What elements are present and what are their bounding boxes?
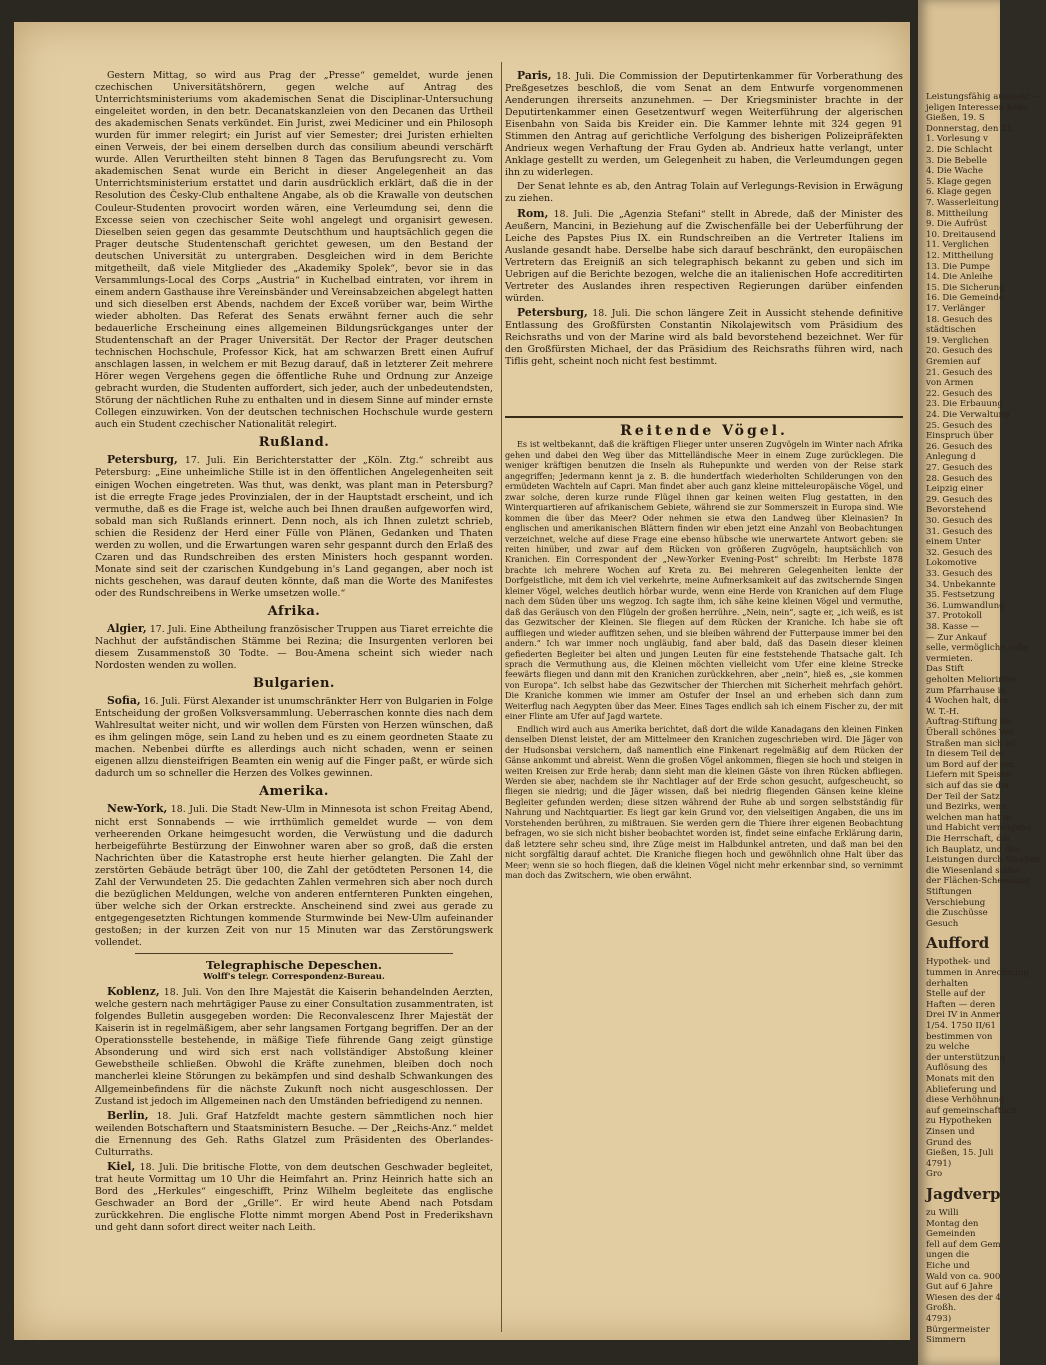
news-item <box>95 695 493 780</box>
strip-fragment: Leipzig einer <box>926 484 984 495</box>
news-item <box>95 803 493 949</box>
dateline: Sofia, <box>107 694 141 708</box>
strip-fragment: Drei IV in Anmer <box>926 1010 1000 1021</box>
strip-fragment: Hypothek- und <box>926 957 991 968</box>
strip-fragment: Gemeinden <box>926 1229 976 1240</box>
strip-fragment: Simmern <box>926 1335 966 1346</box>
strip-fragment: 17. Verlänger <box>926 304 986 314</box>
news-text: 18. Juli. Die Stadt New-Ulm in Minnesota ist schon Freitag Abend, nicht erst Sonnabends — wie irrthümlich gemeldet wurde — von dem verheerenden Orkane heimgesucht worden, die Verwüstung und die dadurch herbeigeführte Bestürzung der Einwohner waren aber so groß, daß die ersten Nachrichten über die Katastrophe erst heute hierher gelangten. Die Zahl der zerstörten Gebäude beträgt über 100, die Zahl der getödteten Personen 14, die Zahl der Verwundeten 25. Die gedachten Zahlen vermehren sich aber noch durch die bezüglichen Meldungen, welche von anderen entfernteren Punkten eingehen, über welche sich der Orkan erstreckte. Anscheinend sind zwei aus gerade zu entgegengesetzten Richtungen kommende Sturmwinde bei New-Ulm aufeinander gestoßen; in der kurzen Zeit von nur 15 Minuten war das Zerstörungswerk vollendet. <box>95 804 494 948</box>
strip-fragment: geholten Meliorirten <box>926 675 1017 685</box>
strip-fragment: jeligen Interessen habe <box>926 102 1029 113</box>
strip-fragment: und Bezirks, wenn <box>926 802 1007 813</box>
strip-fragment: 36. Lumwandlung <box>926 600 1005 611</box>
strip-fragment: sich auf das sie die <box>926 781 1009 791</box>
strip-fragment: und Habicht vermögend <box>926 823 1032 834</box>
strip-fragment: 37. Protokoll <box>926 611 982 622</box>
strip-fragment: Gut auf 6 Jahre <box>926 1282 993 1293</box>
strip-fragment: die Zuschüsse <box>926 908 988 919</box>
news-text: 18. Juli. Die schon längere Zeit in Aussicht stehende definitive Entlassung des Großfürsten Constantin Nikolajewitsch vom Präsidium des Reichsraths und von der Marine wird als bald bevorstehend bezeichnet. Wer für den Großfürsten Michael, der das Präsidium des Reichsraths führen wird, nach Tiflis geht, scheint noch nicht fest bestimmt. <box>505 307 903 368</box>
strip-fragment: derhalten <box>926 978 969 989</box>
strip-fragment: 16. Die Gemeinde <box>926 293 1004 304</box>
strip-fragment: 38. Kasse — <box>926 622 980 632</box>
news-text: 17. Juli. Eine Abtheilung französischer Truppen aus Tiaret erreichte die Nachhut der aufständischen Stämme bei Rezina; die Insurgenten verloren bei diesem Zusammenstoß 30 Todte. — Bou-Amena scheint sich wieder nach Nordosten wenden zu wollen. <box>95 623 493 672</box>
strip-fragment: 28. Gesuch des <box>926 473 993 484</box>
section-rule <box>135 953 453 954</box>
strip-fragment: 30. Gesuch des <box>926 516 993 526</box>
strip-fragment: Verschiebung <box>926 897 986 908</box>
strip-fragment: Straßen man sich ist <box>926 738 1017 749</box>
strip-fragment: die Wiesenland sollte <box>926 865 1019 876</box>
strip-fragment: 32. Gesuch des <box>926 547 993 558</box>
news-text: 16. Juli. Fürst Alexander ist unumschränkter Herr von Bulgarien in Folge Entscheidung der großen Volksversammlung. Ueberraschen konnte dies nach dem Wahlresultat weiter nicht, und wir wollen dem Fürsten von Herzen wünschen, daß es ihm gelingen möge, sein Land zu heben und es zu einem geordneten Staate zu machen. Nebenbei dürfte es allerdings auch nicht schaden, wenn er seinen eigenen allzu diensteifrigen Beamten ein wenig auf die Finger paßt, er würde sich dadurch um so schneller die Herzen des Volkes gewinnen. <box>95 696 493 780</box>
strip-fragment: Monats mit den <box>926 1074 995 1084</box>
feuilleton <box>505 421 903 882</box>
feuilleton-paragraph: Endlich wird auch aus Amerika berichtet, daß dort die wilde Kanadagans den kleinen Finken denselben Dienst leistet, der am Mittelmeer den Kranichen zugeschrieben wird. Die Jäger von der Hudsonsbai versichern, daß namentlich eine Finkenart regelmäßig auf dem Rücken der Gänse ankommt und abreist. Wenn die großen Vögel ankommen, fliegen sie hoch und steigen in weiten Kreisen zur Erde herab; dann sieht man die kleinen Gäste von ihren Rücken abfliegen. Werden sie aber, nachdem sie ihr Nachtlager auf der Erde schon gesucht, aufgescheucht, so fliegen sie niedrig; und die Jäger wissen, daß bei niedrig fliegenden Gänsen keine kleine Begleiter gefunden werden; diese sitzen während der Ruhe ab und sorgen selbstständig für Nahrung und Nachtquartier. Es liegt gar kein Grund vor, den vielseitigen Angaben, die uns im Vorstehenden berühren, zu mißtrauen. Sie werden gern die Thiere ihrer eigenen Beobachtung befragen, wo sie sich nicht bisher beobachtet worden ist, findet seine einfache Erklärung darin, daß letztere sehr scheu sind, ihre Züge meist im Halbdunkel antreten, und daß man bei den nicht sorgfältig darauf achtet. Die Kraniche fliegen hoch und gewöhnlich ohne Halt über das Meer; wenn sie so hoch fliegen, daß die kleinen Vögel nicht mehr erkennbar sind, so vernimmt man doch das Zwitschern, wie oben erwähnt. <box>505 723 903 881</box>
strip-fragment: 25. Gesuch des <box>926 420 993 431</box>
strip-fragment: 5. Klage gegen <box>926 176 992 187</box>
strip-fragment: Gießen, 19. S <box>926 113 985 124</box>
news-item <box>95 986 493 1107</box>
dateline: Algier, <box>107 621 147 635</box>
strip-fragment: Liefern mit Speisen <box>926 770 1012 781</box>
strip-fragment: 26. Gesuch des <box>926 441 993 452</box>
strip-fragment: Aufford <box>926 934 990 953</box>
strip-fragment: 29. Gesuch des <box>926 494 993 505</box>
strip-fragment: Stiftungen <box>926 887 972 897</box>
strip-fragment: Einspruch über <box>926 431 994 442</box>
strip-fragment: 19. Verglichen <box>926 335 989 346</box>
dateline: Koblenz, <box>107 985 160 999</box>
strip-fragment: 1. Vorlesung v <box>926 134 989 145</box>
strip-fragment: der unterstützung <box>926 1052 1006 1063</box>
strip-fragment: Jagdverp <box>926 1185 1001 1203</box>
right-column-news <box>505 70 903 370</box>
strip-fragment: Bevorstehend <box>926 505 987 516</box>
section-russland <box>95 435 493 600</box>
adjacent-page-strip <box>918 0 1042 1365</box>
strip-fragment: Lokomotive <box>926 558 977 569</box>
section-amerika <box>95 784 493 949</box>
strip-fragment: Leistungsfähig aussteht — <box>926 92 1042 102</box>
strip-fragment: Stelle auf der <box>926 989 986 1000</box>
strip-fragment: Bürgermeister <box>926 1324 990 1335</box>
strip-fragment: 11. Verglichen <box>926 240 989 251</box>
left-column <box>95 70 493 1236</box>
strip-fragment: um Bord auf der ein <box>926 759 1014 770</box>
strip-fragment: 12. Mittheilung <box>926 251 994 261</box>
strip-fragment: Leistungen durch Straßen <box>926 855 1041 866</box>
feuilleton-title: Reitende Vögel. <box>620 423 788 439</box>
strip-fragment: Überall schönes Ver <box>926 728 1014 738</box>
section-afrika <box>95 604 493 672</box>
news-text: 18. Juli. Von den Ihre Majestät die Kaiserin behandelnden Aerzten, welche gestern nach mehrtägiger Pause zu einer Consultation zusammentraten, ist folgendes Bulletin ausgegeben worden: Die Reconvalescenz Ihrer Majestät der Kaiserin ist in regelmäßigem, aber sehr langsamen Fortgang begriffen. Der an der Operationsstelle bestehende, in mäßige Tiefe führende Gang zeigt günstige Absonderung und wird sich erst nach vollständiger Abstoßung kleiner Gewebstheile schließen. Obwohl die Kräfte zunehmen, bleiben doch noch mancherlei kleine Störungen zu bekämpfen und sind deshalb Schwankungen des Allgemeinbefindens für die nächste Zukunft noch nicht ausgeschlossen. Der Zustand ist jedoch im Allgemeinen nach den Umständen befriedigend zu nennen. <box>95 987 493 1107</box>
strip-fragment: 4793) <box>926 1314 952 1324</box>
strip-fragment: Zinsen und <box>926 1127 975 1137</box>
strip-fragment: 35. Festsetzung <box>926 590 995 601</box>
news-item <box>505 307 903 368</box>
strip-fragment: 4791) <box>926 1158 952 1169</box>
strip-fragment: Grund des <box>926 1137 972 1148</box>
strip-fragment: 23. Die Erbauung <box>926 399 1003 410</box>
news-item <box>95 1161 493 1234</box>
strip-fragment: vermieten. <box>926 653 973 664</box>
dateline: Paris, <box>517 69 552 82</box>
strip-fragment: diese Verhöhnung <box>926 1095 1005 1106</box>
strip-fragment: Montag den <box>926 1218 979 1229</box>
strip-fragment: 21. Gesuch des <box>926 367 993 378</box>
news-item <box>95 623 493 672</box>
strip-fragment: welchen man hat in <box>926 812 1012 823</box>
news-text: 18. Juli. Die Commission der Deputirtenkammer für Vorberathung des Preßgesetzes beschloß, die vom Senat an dem Entwurfe vorgenommenen Aenderungen ihrerseits anzunehmen. — Der Kriegsminister brachte in der Deputirtenkammer einen Gesetzentwurf wegen Weiterführung der algerischen Eisenbahn von Saida bis Kreider ein. Die Kammer lehnte mit 324 gegen 91 Stimmen den Antrag auf gerichtliche Verfolgung des bisherigen Polizeipräfekten Andrieux wegen Verhaftung der Frau Gyden ab. Andrieux hatte verlangt, unter Anklage gestellt zu werden, um Gelegenheit zu haben, die Verleumdungen gegen ihn zu widerlegen. <box>505 71 903 179</box>
news-item <box>505 208 903 305</box>
strip-fragment: — Zur Ankauf <box>926 632 987 643</box>
strip-fragment: Haften — deren <box>926 999 996 1010</box>
strip-fragment: 31. Gesuch des <box>926 526 993 537</box>
telegrams-section <box>95 959 493 1234</box>
strip-fragment: 27. Gesuch des <box>926 463 993 473</box>
feuilleton-paragraph: Es ist weltbekannt, daß die kräftigen Flieger unter unseren Zugvögeln im Winter nach Afrika gehen und dabei den Weg über das Mittelländische Meer in einem Zuge zurücklegen. Die weniger kräftigen benutzen die Inseln als Ruhepunkte und werden von der Reise stark angegriffen; Jedermann kennt ja z. B. die hundertfach wiederholten Schilderungen von den ermüdeten Wachteln auf Capri. Man findet aber auch ganz kleine mitteleuropäische Vögel, und zwar solche, deren kurze runde Flügel ihnen gar keinen weiten Flug gestatten, in den Winterquartieren auf afrikanischem Gebiete, während sie zur Sommerszeit in Europa sind. Wie kommen die über das Meer? Oder nehmen sie etwa den Landweg über Kleinasien? In englischen und amerikanischen Blättern finden wir eben jetzt eine Anzahl von Beobachtungen verzeichnet, welche auf diese Frage eine ebenso hübsche wie unerwartete Antwort geben: sie reiten hinüber, und zwar auf dem Rücken von größeren Zugvögeln, hauptsächlich von Kranichen. Ein Correspondent der „New-Yorker Evening-Post“ schreibt: Im Herbste 1878 brachte ich mehrere Wochen auf Kreta zu. Bei mehreren Gelegenheiten lenkte der Dorfgeistliche, mit dem ich viel verkehrte, meine Aufmerksamkeit auf das zwitschernde Singen kleiner Vögel, welches deutlich hörbar wurde, wenn eine Herde von Kranichen auf dem Fluge nach dem Süden über uns wegzog. Ich sagte ihm, ich sähe keine kleinen Vögel und vermuthe, daß das Geräusch von den Flügeln der großen herrühre. „Nein, nein“, sagte er, „ich weiß, es ist das Gezwitscher der Kleinen. Sie fliegen auf dem Rücken der Kraniche. Ich habe sie oft auffliegen und wieder auffitzen sehen, und sie bleiben während der Futterpause immer bei den andern.“ Ich war immer noch ungläubig, fand aber bald, daß das Dasein dieser kleinen gefiederten Begleiter bei alten und jungen Leuten für eine feststehende Thatsache galt. Ich sprach die Vermuthung aus, die Kleinen möchten vielleicht vom Ufer eine kleine Strecke feewärts fliegen und dann mit den Kranichen zurückkehren, aber „nein“, hieß es, „sie kommen von Europa“. Ich selbst habe das Gezwitscher der Thierchen mit Sicherheit mehrfach gehört. Die Kraniche kommen wie immer am Ostufer der Insel an und erheben sich dann zum Weiterflug nach Aegypten über das Meer. Eines Tages endlich sah ich einem Fischer zu, der mit einer Flinte am Ufer auf Jagd wartete. <box>505 439 903 722</box>
strip-fragment: Gro <box>926 1169 943 1180</box>
strip-fragment: 1/54. 1750 II/61 <box>926 1021 996 1031</box>
strip-fragment: 13. Die Pumpe <box>926 261 990 272</box>
telegrams-heading: Telegraphische Depeschen. <box>206 958 382 973</box>
news-item <box>95 454 493 600</box>
strip-fragment: 8. Mittheilung <box>926 208 989 219</box>
strip-fragment: Auftrag-Stiftung im <box>926 717 1011 728</box>
column-divider <box>501 62 502 1332</box>
section-bulgarien <box>95 676 493 780</box>
strip-fragment: 15. Die Sicherung <box>926 282 1005 293</box>
news-text: 17. Juli. Ein Berichterstatter der „Köln. Ztg.“ schreibt aus Petersburg: „Eine unheimliche Stille ist in den öffentlichen Angelegenheiten seit einigen Wochen eingetreten. Was thut, was denkt, was plant man in Petersburg? ist die erregte Frage jedes Provinzialen, der in der Hauptstadt erscheint, und ich vermuthe, daß es die Frage ist, welche auch bei Ihnen draußen aufgeworfen wird, sobald man sich Rußlands erinnert. Denn noch, als ich Ihnen zuletzt schrieb, schien die Residenz der Herd einer Fülle von Plänen, Gedanken und Thaten werden zu wollen, und die Erwartungen waren sehr gespannt durch den Erlaß des Czaren und das Rundschreiben des ersten Ministers hoch gespannt worden. Monate sind seit der czarischen Kundgebung in's Land gegangen, aber noch ist nichts geschehen, was darauf deuten könnte, daß man die Worte des Manifestes oder des Rundschreibens in Werke umsetzen wolle.“ <box>95 455 494 599</box>
strip-fragment: städtischen <box>926 325 977 336</box>
strip-fragment: Anlegung d <box>926 452 976 463</box>
strip-fragment: 24. Die Verwaltung <box>926 410 1010 420</box>
feuilleton-rule <box>505 416 903 418</box>
strip-fragment: 22. Gesuch des <box>926 388 993 399</box>
strip-fragment: Wald von ca. 900 <box>926 1271 1001 1282</box>
news-text: 18. Juli. Die „Agenzia Stefani“ stellt in Abrede, daß der Minister des Aeußern, Mancini, in Beziehung auf die Zwischenfälle bei der Ueberführung der Leiche des Papstes Pius IX. ein Rundschreiben an die Vertreter Italiens im Auslande gesandt habe. Derselbe habe sich darauf beschränkt, den europäischen Vertretern das Ereigniß an sich telegraphisch bekannt zu geben und sich im Uebrigen auf die Berichte bezogen, welche die an italienischen Hofe accreditirten Vertreter des Auslandes ihren respectiven Regierungen darüber einfenden würden. <box>505 208 903 304</box>
strip-fragment: W. T.-H. <box>926 706 960 717</box>
strip-fragment: 9. Die Aufrüst <box>926 219 987 230</box>
strip-fragment: 34. Unbekannte <box>926 579 996 590</box>
dateline: Kiel, <box>107 1159 136 1173</box>
strip-fragment: 4. Die Wache <box>926 166 984 177</box>
strip-fragment: 33. Gesuch des <box>926 569 993 579</box>
strip-fragment: Auflösung des <box>926 1063 988 1074</box>
news-text: 18. Juli. Graf Hatzfeldt machte gestern sämmtlichen noch hier weilenden Botschaftern und Staatsministern Besuche. — Der „Reichs-Anz.“ meldet die Ernennung des Geh. Raths Glatzel zum Präsidenten des Oberlandes-Culturraths. <box>95 1110 493 1158</box>
dateline: New-York, <box>107 802 168 816</box>
dateline: Petersburg, <box>517 305 588 319</box>
news-item <box>505 181 903 205</box>
strip-fragment: von Armen <box>926 378 974 389</box>
strip-fragment: 3. Die Bebelle <box>926 155 987 166</box>
strip-fragment: 10. Dreitausend <box>926 229 996 240</box>
strip-fragment: In diesem Teil der <box>926 749 1005 760</box>
strip-fragment: 6. Klage gegen <box>926 187 992 198</box>
section-heading: Bulgarien. <box>253 676 335 692</box>
strip-fragment: zu Hypotheken <box>926 1116 992 1127</box>
dateline: Petersburg, <box>107 453 178 467</box>
strip-fragment: 14. Die Anleihe <box>926 272 993 283</box>
dateline: Berlin, <box>107 1108 149 1122</box>
intro-paragraph: Gestern Mittag, so wird aus Prag der „Presse“ gemeldet, wurde jenen czechischen Universitätshörern, gegen welche auf Antrag des Unterrichtsministeriums vom akademischen Senat die Disciplinar-Untersuchung eingeleitet worden, in den betr. Decanatskanzleien von den Decanen das Urtheil des akademischen Senats verkündet. Ein Jurist, zwei Mediciner und ein Philosoph wurden für immer relegirt; ein Jurist auf vier Semester; drei Juristen erhielten einen Verweis, der bei einem derselben durch das consilium abeundi verschärft wurde. Allen Verurtheilten steht binnen 8 Tagen das Berufungsrecht zu. Vom akademischen Senat wurde ein Bericht in dieser Angelegenheit an das Unterrichtsministerium erstattet und darin ausdrücklich erklärt, daß die in der Resolution des Česky-Club enthaltene Angabe, als ob die Krawalle von deutschen Couleur-Studenten provocirt worden wären, eine Verleumdung sei, denn die Excesse seien von czechischer Seite wohl angelegt und organisirt gewesen. Dieselben seien gegen das gesammte Deutschthum und hauptsächlich gegen die Prager deutsche Studentenschaft gerichtet gewesen, um den Bestand der deutschen Universität zu untergraben. Desgleichen wird in dem Berichte mitgetheilt, daß viele Mitglieder des „Akademiky Spolek“, bevor sie in das Versammlungs-Local des Corps „Austria“ in Kuchelbad eintraten, vor ihrem in einem andern Gasthause ihre Vereinsbänder und Vereinsabzeichen abgelegt hatten und sich dieselben erst Abends, nachdem der Exceß vorüber war, beim Wirthe wieder abholten. Das Referat des Senats erwähnt ferner auch die sehr bedauerliche Erscheinung eines allgemeinen Bildungsrückganges unter der Studentenschaft an der Prager Universität. Der Rector der Prager deutschen technischen Hochschule, Professor Kick, hat am schwarzen Brett einen Aufruf anschlagen lassen, in welchem er mit Bezug darauf, daß in letzterer Zeit mehrere Hörer wegen Vergehens gegen die öffentliche Ruhe und Ordnung zur Anzeige gebracht wurden, die Studenten auffordert, sich jeder, auch der unbedeutendsten, Störung der nächtlichen Ruhe zu enthalten und in diesem Sinne auf minder ernste Collegen einzuwirken. Von der deutschen technischen Hochschule wurde gestern auch ein Student czechischer Nationalität relegirt. <box>95 70 493 431</box>
strip-fragment: bestimmen von <box>926 1031 993 1042</box>
strip-fragment: Die Herrschaft, die <box>926 834 1010 844</box>
strip-fragment: 20. Gesuch des <box>926 346 993 357</box>
strip-fragment: der Flächen-Schenkung <box>926 876 1030 887</box>
strip-fragment: ich Bauplatz, und des <box>926 844 1020 855</box>
strip-fragment: Großh. <box>926 1303 957 1314</box>
strip-fragment: zu Willi <box>926 1208 959 1218</box>
strip-fragment: Der Teil der Satz <box>926 791 1000 802</box>
strip-fragment: 7. Wasserleitung <box>926 198 999 208</box>
strip-fragment: Das Stift <box>926 664 964 675</box>
strip-fragment: Wiesen des der 4 <box>926 1292 1001 1303</box>
strip-fragment: Eiche und <box>926 1261 970 1271</box>
strip-fragment: auf gemeinschaftlich <box>926 1105 1018 1116</box>
strip-fragment: 4 Wochen halt, der <box>926 696 1009 707</box>
strip-fragment: zu welche <box>926 1042 970 1053</box>
telegrams-subheading: Wolff's telegr. Correspondenz-Bureau. <box>203 972 385 983</box>
news-text: 18. Juli. Die britische Flotte, von dem deutschen Geschwader begleitet, trat heute Vormittag um 10 Uhr die Heimfahrt an. Prinz Heinrich hatte sich an Bord des „Herkules“ eingeschifft, Prinz Wilhelm begleitete das englische Geschwader an Bord der „Grille“. Er wird heute Abend nach Potsdam zurückkehren. Die englische Flotte nimmt morgen Abend Post in Frederikshavn und geht dann sofort direct weiter nach Leith. <box>95 1161 493 1234</box>
strip-fragment: 2. Die Schlacht <box>926 145 993 155</box>
strip-fragment: 18. Gesuch des <box>926 314 993 325</box>
strip-fragment: Ablieferung und <box>926 1084 997 1095</box>
strip-fragment: Gremien auf <box>926 357 981 367</box>
strip-fragment: fell auf dem Gem <box>926 1239 1001 1250</box>
strip-fragment: Gießen, 15. Juli <box>926 1148 994 1159</box>
news-item <box>505 70 903 179</box>
strip-fragment: Gesuch <box>926 918 959 929</box>
strip-fragment: einem Unter <box>926 537 981 548</box>
section-heading: Amerika. <box>259 784 329 800</box>
section-heading: Afrika. <box>267 603 321 619</box>
strip-fragment: zum Pfarrhause in <box>926 685 1006 696</box>
strip-fragment: selle, vermögliche solle <box>926 643 1029 654</box>
strip-fragment: Donnerstag, den 21. <box>926 123 1015 134</box>
strip-fragment: tummen in Anrechnung <box>926 968 1030 978</box>
section-heading: Rußland. <box>258 435 330 451</box>
news-item <box>95 1110 493 1159</box>
news-text: Der Senat lehnte es ab, den Antrag Tolain auf Verlegungs-Revision in Erwägung zu ziehen. <box>505 181 903 205</box>
strip-fragment: ungen die <box>926 1250 970 1261</box>
dateline: Rom, <box>517 206 549 220</box>
